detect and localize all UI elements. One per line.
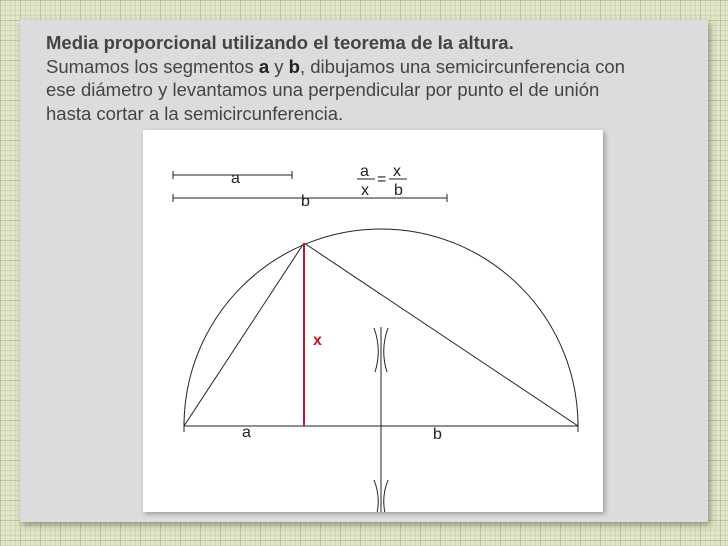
bold-b: b [288,55,300,77]
segment-b [173,194,447,202]
description-line-3: hasta cortar a la semicircunferencia. [46,102,344,124]
construction-diagram [143,130,603,512]
formula-denominator-left: x [361,182,369,199]
segment-b-label: b [301,193,310,210]
base-a-label: a [242,424,251,441]
bold-a: a [258,55,270,77]
description-text [46,31,686,125]
slide-title: Media proporcional utilizando el teorema de la altura. [46,32,514,53]
chord-right [304,243,578,426]
description-line-2: ese diámetro y levantamos una perpendicular por punto el de unión [46,79,600,100]
segment-a-label: a [231,170,240,187]
description-line-1: Sumamos los segmentos a y b, dibujamos una semicircunferencia con [46,55,625,77]
formula-equals: = [377,171,387,188]
slide [20,20,708,522]
formula-denominator-right: b [394,182,403,199]
base-b-label: b [433,426,442,443]
height-x-label: x [313,332,322,349]
chord-left [184,243,304,426]
formula-numerator-left: a [360,163,369,180]
diagram-canvas [143,130,603,512]
formula-numerator-right: x [393,163,401,180]
